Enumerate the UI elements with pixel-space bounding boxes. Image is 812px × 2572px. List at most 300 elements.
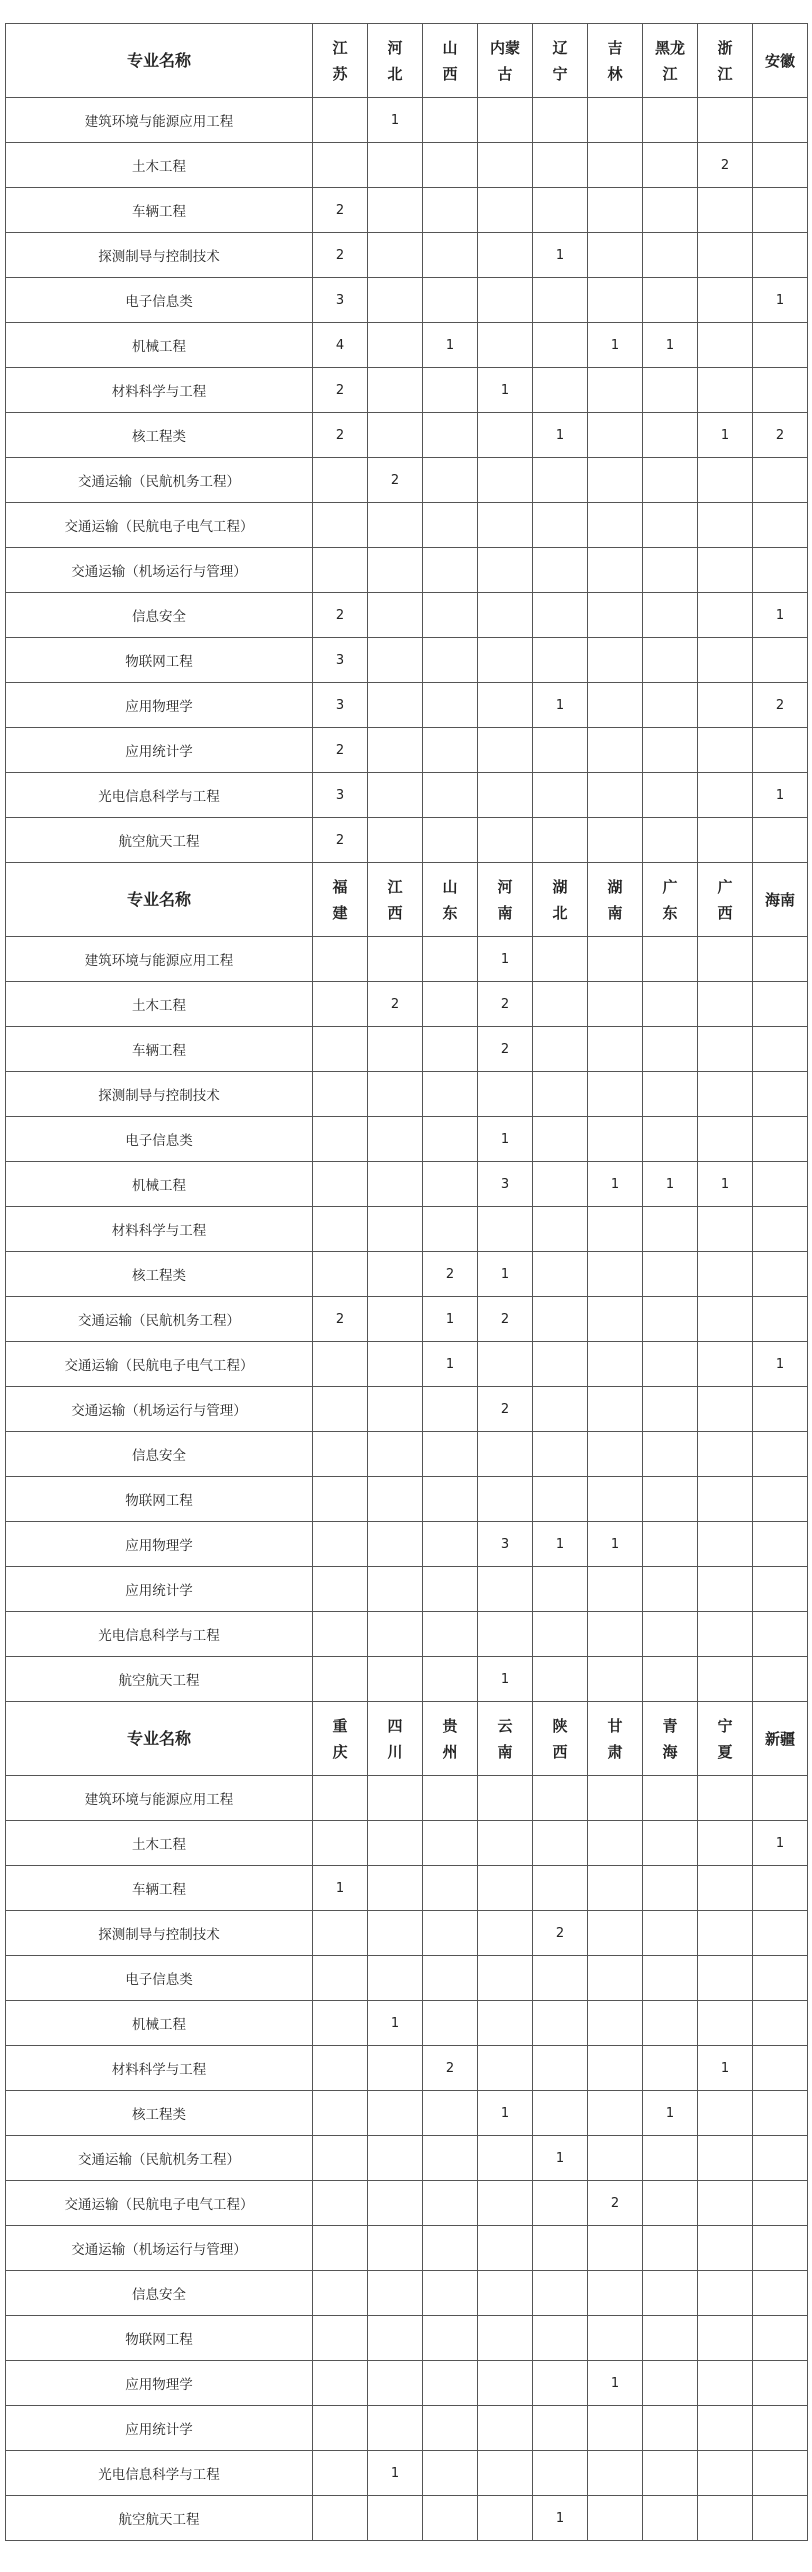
major-name-cell: 核工程类	[6, 413, 313, 458]
province-name-part: 庆	[332, 1742, 348, 1761]
quota-cell: 1	[698, 1162, 753, 1207]
quota-cell	[753, 548, 808, 593]
quota-cell	[423, 1432, 478, 1477]
quota-cell	[368, 1072, 423, 1117]
quota-cell	[478, 1342, 533, 1387]
province-name-part: 南	[497, 903, 513, 922]
major-name-cell: 交通运输（民航电子电气工程）	[6, 503, 313, 548]
major-name-cell: 材料科学与工程	[6, 2046, 313, 2091]
table-row	[6, 1911, 808, 1956]
quota-cell	[533, 1477, 588, 1522]
quota-cell	[698, 818, 753, 863]
quota-cell	[313, 143, 368, 188]
quota-cell	[698, 2316, 753, 2361]
table-row	[6, 548, 808, 593]
province-name-part: 山	[442, 877, 458, 896]
quota-cell	[588, 2406, 643, 2451]
quota-cell	[588, 548, 643, 593]
quota-cell	[753, 937, 808, 982]
quota-cell	[478, 2496, 533, 2541]
quota-cell	[588, 503, 643, 548]
table-row	[6, 937, 808, 982]
quota-cell	[753, 1027, 808, 1072]
quota-cell	[478, 1432, 533, 1477]
quota-cell	[698, 503, 753, 548]
quota-cell	[423, 1956, 478, 2001]
quota-cell	[698, 2001, 753, 2046]
quota-cell	[753, 1252, 808, 1297]
quota-cell	[588, 1207, 643, 1252]
quota-cell	[643, 143, 698, 188]
province-name-part: 浙	[717, 38, 733, 57]
quota-cell	[368, 728, 423, 773]
major-name-cell: 交通运输（机场运行与管理）	[6, 548, 313, 593]
quota-cell	[368, 2361, 423, 2406]
quota-cell: 1	[478, 2091, 533, 2136]
quota-cell	[368, 2091, 423, 2136]
quota-cell: 3	[313, 278, 368, 323]
major-name-cell: 电子信息类	[6, 278, 313, 323]
quota-cell	[368, 413, 423, 458]
province-name-part: 东	[442, 903, 458, 922]
quota-cell	[368, 818, 423, 863]
quota-cell	[643, 1477, 698, 1522]
quota-cell	[368, 1252, 423, 1297]
table-row	[6, 638, 808, 683]
province-header	[753, 1702, 808, 1776]
quota-cell	[753, 143, 808, 188]
quota-cell: 2	[533, 1911, 588, 1956]
province-name-part: 苏	[332, 64, 348, 83]
table-row	[6, 683, 808, 728]
quota-cell	[423, 2496, 478, 2541]
quota-cell	[423, 2451, 478, 2496]
quota-cell	[753, 2091, 808, 2136]
province-header	[753, 24, 808, 98]
quota-cell	[423, 1776, 478, 1821]
quota-cell	[368, 323, 423, 368]
header-row	[6, 863, 808, 937]
major-name-cell: 应用物理学	[6, 1522, 313, 1567]
quota-cell	[313, 1567, 368, 1612]
quota-cell	[478, 1956, 533, 2001]
quota-cell	[643, 773, 698, 818]
major-name-header: 专业名称	[6, 1702, 313, 1776]
major-name-cell: 光电信息科学与工程	[6, 2451, 313, 2496]
province-header	[368, 24, 423, 98]
major-name-cell: 土木工程	[6, 143, 313, 188]
quota-cell	[698, 728, 753, 773]
province-name-part: 重	[332, 1716, 348, 1735]
quota-cell	[368, 188, 423, 233]
quota-cell: 1	[588, 1522, 643, 1567]
quota-cell	[368, 1432, 423, 1477]
quota-cell	[533, 2226, 588, 2271]
table-row	[6, 1072, 808, 1117]
quota-cell	[478, 2316, 533, 2361]
quota-cell	[533, 278, 588, 323]
quota-cell	[423, 2406, 478, 2451]
quota-cell	[588, 143, 643, 188]
table-row	[6, 2361, 808, 2406]
quota-cell	[533, 2046, 588, 2091]
quota-cell	[368, 1162, 423, 1207]
province-name-part: 南	[497, 1742, 513, 1761]
quota-cell	[698, 1567, 753, 1612]
quota-cell	[753, 2451, 808, 2496]
major-name-cell: 材料科学与工程	[6, 368, 313, 413]
quota-cell	[313, 503, 368, 548]
quota-cell: 2	[313, 188, 368, 233]
quota-cell	[643, 503, 698, 548]
quota-cell	[423, 2316, 478, 2361]
quota-cell: 1	[643, 2091, 698, 2136]
province-name-part: 广	[662, 877, 678, 896]
quota-cell	[368, 593, 423, 638]
table-row	[6, 98, 808, 143]
quota-cell	[478, 1072, 533, 1117]
quota-cell	[478, 233, 533, 278]
quota-cell	[533, 1956, 588, 2001]
province-name-part: 广	[717, 877, 733, 896]
major-name-cell: 光电信息科学与工程	[6, 1612, 313, 1657]
quota-cell	[643, 1342, 698, 1387]
quota-cell: 1	[588, 1162, 643, 1207]
table-row	[6, 982, 808, 1027]
quota-cell	[588, 2136, 643, 2181]
quota-cell	[368, 368, 423, 413]
province-header	[643, 1702, 698, 1776]
quota-cell	[313, 548, 368, 593]
quota-cell	[313, 937, 368, 982]
quota-cell	[588, 593, 643, 638]
quota-cell	[478, 188, 533, 233]
quota-cell: 2	[423, 2046, 478, 2091]
major-name-cell: 信息安全	[6, 2271, 313, 2316]
quota-cell	[753, 1297, 808, 1342]
quota-cell	[698, 1612, 753, 1657]
quota-cell	[643, 1252, 698, 1297]
quota-cell	[753, 1117, 808, 1162]
quota-cell	[643, 1956, 698, 2001]
major-name-cell: 机械工程	[6, 1162, 313, 1207]
quota-cell	[533, 1776, 588, 1821]
quota-cell	[423, 937, 478, 982]
quota-cell	[643, 1522, 698, 1567]
admission-quota-table	[5, 23, 808, 2541]
quota-cell	[423, 548, 478, 593]
province-name-part: 青	[662, 1716, 678, 1735]
quota-cell	[313, 1821, 368, 1866]
quota-cell: 1	[368, 2001, 423, 2046]
quota-cell	[533, 1162, 588, 1207]
quota-cell	[588, 1477, 643, 1522]
quota-cell	[478, 2046, 533, 2091]
quota-cell	[643, 683, 698, 728]
major-name-cell: 物联网工程	[6, 2316, 313, 2361]
quota-cell	[368, 2316, 423, 2361]
quota-cell	[478, 548, 533, 593]
quota-cell: 1	[423, 323, 478, 368]
quota-cell	[368, 1117, 423, 1162]
quota-cell	[533, 982, 588, 1027]
quota-cell	[423, 458, 478, 503]
quota-cell	[478, 2406, 533, 2451]
quota-cell	[368, 1821, 423, 1866]
quota-cell	[698, 1522, 753, 1567]
quota-cell	[698, 982, 753, 1027]
quota-cell	[588, 982, 643, 1027]
quota-cell	[698, 2451, 753, 2496]
quota-cell: 1	[368, 2451, 423, 2496]
major-name-cell: 应用统计学	[6, 1567, 313, 1612]
quota-cell	[698, 638, 753, 683]
quota-cell	[478, 683, 533, 728]
table-row	[6, 1252, 808, 1297]
quota-cell	[753, 2226, 808, 2271]
quota-cell	[753, 503, 808, 548]
quota-cell	[753, 1162, 808, 1207]
quota-cell	[313, 1342, 368, 1387]
quota-cell: 1	[423, 1297, 478, 1342]
quota-cell	[588, 1612, 643, 1657]
province-name-part: 江	[387, 877, 403, 896]
quota-cell	[643, 1027, 698, 1072]
quota-cell	[423, 1162, 478, 1207]
quota-cell	[698, 1027, 753, 1072]
quota-cell	[368, 1612, 423, 1657]
province-name-part: 福	[332, 877, 348, 896]
quota-cell	[698, 593, 753, 638]
province-name-part: 陕	[552, 1716, 568, 1735]
province-name-part: 宁	[717, 1716, 733, 1735]
table-row	[6, 2226, 808, 2271]
province-name-part: 肃	[607, 1742, 623, 1761]
quota-cell: 2	[698, 143, 753, 188]
table-row	[6, 1342, 808, 1387]
quota-cell	[698, 1866, 753, 1911]
table-row	[6, 1522, 808, 1567]
quota-cell	[533, 1821, 588, 1866]
quota-cell	[588, 1342, 643, 1387]
quota-cell	[313, 1956, 368, 2001]
province-name-part: 安徽	[764, 51, 795, 70]
table-row	[6, 2406, 808, 2451]
quota-cell	[643, 982, 698, 1027]
quota-cell	[423, 1207, 478, 1252]
quota-cell	[478, 2001, 533, 2046]
quota-cell	[698, 368, 753, 413]
table-row	[6, 278, 808, 323]
province-header	[698, 24, 753, 98]
quota-cell	[588, 1432, 643, 1477]
province-name-part: 湖	[607, 877, 623, 896]
quota-cell: 2	[753, 413, 808, 458]
quota-cell	[753, 1432, 808, 1477]
quota-cell	[753, 1866, 808, 1911]
quota-cell	[533, 2316, 588, 2361]
quota-cell	[478, 638, 533, 683]
quota-cell	[533, 1342, 588, 1387]
province-header	[368, 863, 423, 937]
quota-cell	[533, 1072, 588, 1117]
province-name-part: 辽	[552, 38, 568, 57]
quota-cell	[313, 2226, 368, 2271]
quota-cell	[313, 1387, 368, 1432]
quota-cell: 1	[533, 2136, 588, 2181]
table-row	[6, 1657, 808, 1702]
quota-cell: 2	[478, 982, 533, 1027]
quota-cell	[588, 638, 643, 683]
quota-cell: 1	[478, 1117, 533, 1162]
quota-cell	[533, 1866, 588, 1911]
quota-cell	[478, 1911, 533, 1956]
quota-cell	[643, 638, 698, 683]
quota-cell: 2	[478, 1297, 533, 1342]
quota-cell: 1	[753, 278, 808, 323]
quota-cell	[698, 2406, 753, 2451]
quota-cell	[478, 728, 533, 773]
quota-cell	[643, 728, 698, 773]
quota-cell	[753, 2406, 808, 2451]
quota-cell	[533, 1657, 588, 1702]
province-header	[313, 1702, 368, 1776]
quota-cell	[478, 2451, 533, 2496]
quota-cell	[753, 2361, 808, 2406]
quota-cell	[643, 1776, 698, 1821]
quota-cell	[368, 1567, 423, 1612]
quota-cell	[698, 548, 753, 593]
quota-cell	[533, 2181, 588, 2226]
quota-cell	[698, 1432, 753, 1477]
quota-cell	[588, 1387, 643, 1432]
major-name-cell: 交通运输（民航电子电气工程）	[6, 2181, 313, 2226]
quota-cell	[533, 1297, 588, 1342]
quota-cell	[423, 1657, 478, 1702]
quota-cell: 1	[533, 683, 588, 728]
quota-cell	[753, 1207, 808, 1252]
quota-cell	[533, 98, 588, 143]
quota-cell	[753, 1072, 808, 1117]
province-name-part: 北	[552, 903, 568, 922]
quota-cell	[753, 2001, 808, 2046]
quota-cell	[753, 1567, 808, 1612]
quota-cell	[313, 2496, 368, 2541]
quota-cell	[753, 2046, 808, 2091]
quota-cell: 1	[588, 2361, 643, 2406]
quota-cell	[478, 773, 533, 818]
table-row	[6, 593, 808, 638]
major-name-header: 专业名称	[6, 863, 313, 937]
major-name-cell: 交通运输（民航机务工程）	[6, 2136, 313, 2181]
quota-cell	[313, 1612, 368, 1657]
quota-cell	[478, 2181, 533, 2226]
quota-cell	[643, 2181, 698, 2226]
table-row	[6, 2496, 808, 2541]
quota-cell: 1	[643, 1162, 698, 1207]
quota-cell	[643, 368, 698, 413]
quota-cell	[753, 1387, 808, 1432]
quota-cell	[753, 323, 808, 368]
quota-cell	[533, 2406, 588, 2451]
province-name-part: 江	[662, 64, 678, 83]
major-name-cell: 材料科学与工程	[6, 1207, 313, 1252]
province-name-part: 甘	[607, 1716, 623, 1735]
quota-cell	[423, 683, 478, 728]
quota-cell: 2	[478, 1387, 533, 1432]
quota-cell: 2	[313, 818, 368, 863]
quota-cell	[423, 1911, 478, 1956]
quota-cell	[588, 2451, 643, 2496]
table-row	[6, 2181, 808, 2226]
quota-cell: 1	[643, 323, 698, 368]
major-name-cell: 应用物理学	[6, 2361, 313, 2406]
quota-cell	[643, 1612, 698, 1657]
quota-cell	[423, 818, 478, 863]
header-row	[6, 24, 808, 98]
quota-cell	[643, 1567, 698, 1612]
quota-cell	[588, 2316, 643, 2361]
quota-cell	[423, 2136, 478, 2181]
quota-cell	[478, 98, 533, 143]
table-row	[6, 368, 808, 413]
quota-cell	[368, 1027, 423, 1072]
quota-cell	[478, 1776, 533, 1821]
quota-cell: 2	[313, 593, 368, 638]
quota-cell: 2	[313, 233, 368, 278]
quota-cell	[588, 2046, 643, 2091]
quota-cell	[423, 1522, 478, 1567]
quota-cell	[423, 1612, 478, 1657]
quota-cell	[368, 548, 423, 593]
quota-cell	[643, 2496, 698, 2541]
province-name-part: 州	[442, 1742, 458, 1761]
province-name-part: 云	[497, 1716, 513, 1735]
quota-cell: 1	[753, 1821, 808, 1866]
quota-cell	[533, 1252, 588, 1297]
quota-cell	[753, 233, 808, 278]
quota-cell	[313, 2316, 368, 2361]
quota-cell	[698, 2091, 753, 2136]
quota-cell	[643, 1432, 698, 1477]
quota-cell	[588, 1252, 643, 1297]
quota-cell	[588, 1776, 643, 1821]
major-name-cell: 交通运输（民航机务工程）	[6, 1297, 313, 1342]
quota-cell	[368, 1342, 423, 1387]
province-header	[478, 863, 533, 937]
quota-cell	[698, 1252, 753, 1297]
quota-cell	[753, 2271, 808, 2316]
quota-cell	[533, 2001, 588, 2046]
quota-cell	[753, 1522, 808, 1567]
quota-cell	[588, 2496, 643, 2541]
province-header	[588, 24, 643, 98]
quota-cell	[423, 2271, 478, 2316]
quota-cell	[423, 638, 478, 683]
quota-cell	[368, 1387, 423, 1432]
quota-cell	[643, 593, 698, 638]
quota-cell	[368, 1477, 423, 1522]
major-name-cell: 交通运输（机场运行与管理）	[6, 2226, 313, 2271]
province-name-part: 吉	[607, 38, 623, 57]
quota-cell	[533, 1432, 588, 1477]
province-header	[643, 24, 698, 98]
table-row	[6, 1297, 808, 1342]
quota-cell	[423, 233, 478, 278]
quota-cell	[533, 2091, 588, 2136]
quota-cell	[313, 1911, 368, 1956]
header-row	[6, 1702, 808, 1776]
